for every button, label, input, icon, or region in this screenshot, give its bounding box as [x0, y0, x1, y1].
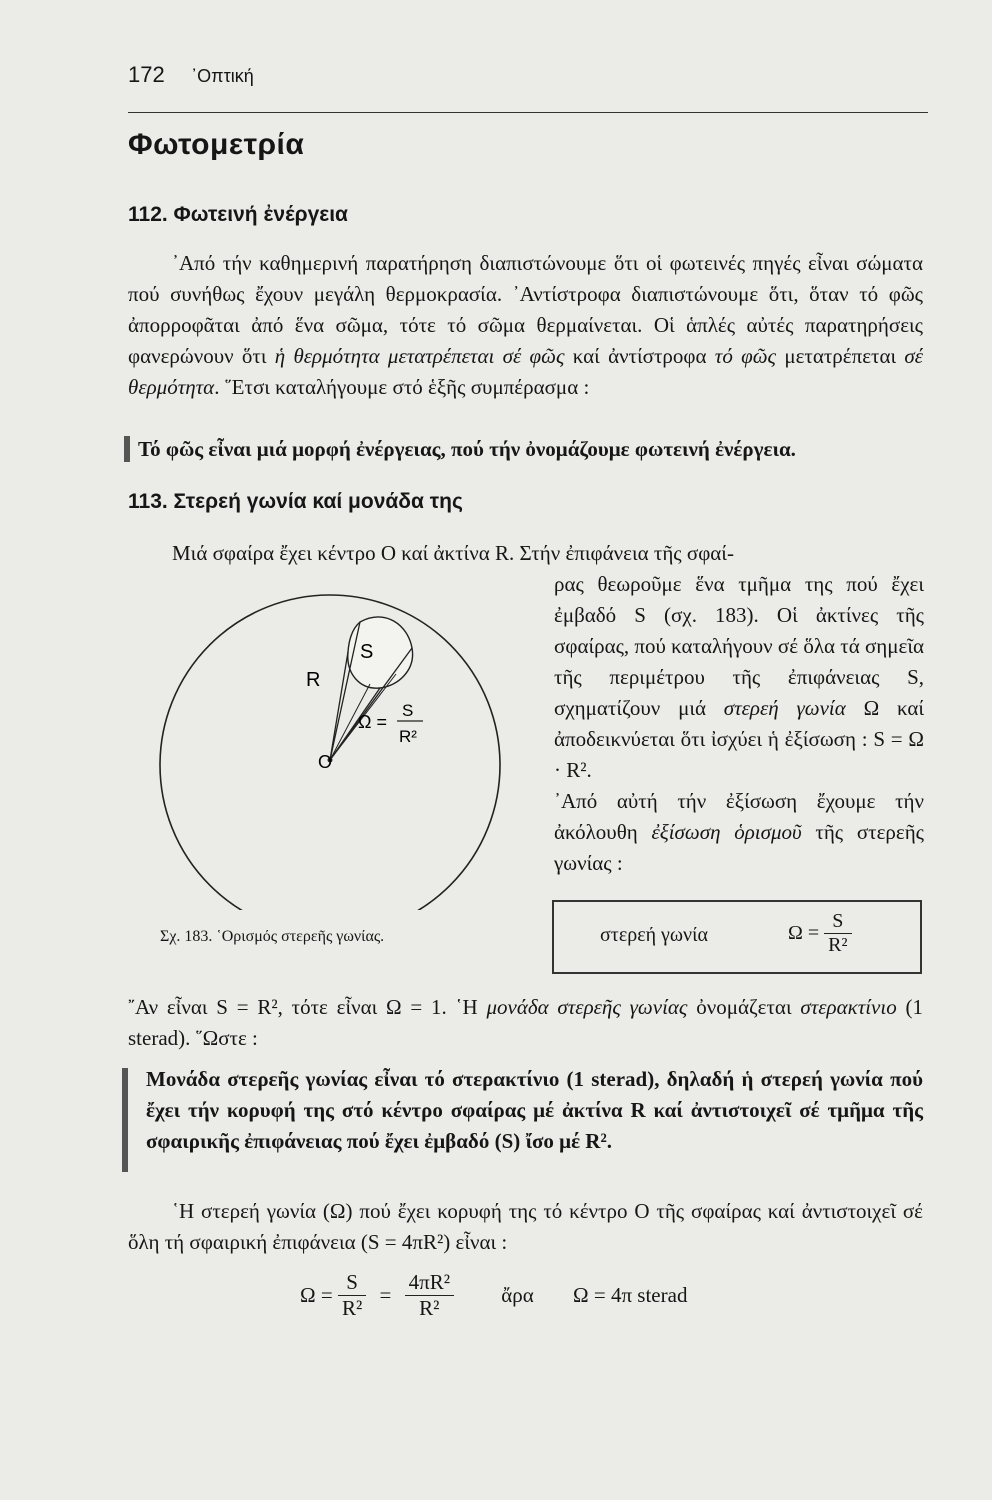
right-column-text-2 [554, 786, 924, 879]
text-run [494, 344, 502, 368]
text-run: μετατρέπεται [776, 344, 905, 368]
ara-word: ἄρα [501, 1283, 534, 1307]
italic-run: σέ φῶς [502, 344, 565, 368]
chapter-title: Φωτομετρία [128, 128, 305, 161]
box-label: στερεή γωνία [600, 924, 708, 946]
formula-lhs: Ω = [788, 922, 820, 944]
highlight-bar [122, 1068, 128, 1172]
unit-paragraph [128, 992, 923, 1054]
full-sphere-paragraph: ῾Η στερεή γωνία (Ω) πού ἔχει κορυφή της τό κέντρο Ο τῆς σφαίρας καί ἀντιστοιχεῖ σέ ὅλη τή σφαιρική ἐπιφάνεια (S = 4πR²) εἶναι : [128, 1199, 923, 1254]
text-run: Ω καί ἀποδεικνύεται ὅτι ἰσχύει ἡ ἐξίσωση : S = Ω · R². [554, 696, 925, 782]
label-omega: Ω = [358, 712, 387, 732]
figure-caption: Σχ. 183. ῾Ορισμός στερεῆς γωνίας. [160, 928, 385, 945]
text-run: ῎Αν εἶναι S = R², τότε εἶναι Ω = 1. ῾Η [128, 995, 487, 1019]
fraction-denominator: R² [341, 1296, 363, 1320]
italic-run: στερακτίνιο [800, 995, 897, 1019]
equals-sign: = [379, 1283, 392, 1307]
label-fraction-num: S [402, 701, 414, 720]
label-R: R [306, 669, 321, 691]
label-fraction-den: R² [399, 727, 417, 746]
italic-run: σέ θερμότητα [128, 344, 924, 399]
right-column-text [554, 569, 924, 786]
section-112-paragraph [128, 248, 923, 403]
formula-fraction [338, 1270, 366, 1321]
full-sphere-formula [300, 1270, 687, 1321]
italic-run: στερεή γωνία [723, 696, 846, 720]
text-run: καί ἀντίστροφα [564, 344, 715, 368]
label-O: O [318, 752, 333, 772]
italic-run: τό φῶς [714, 344, 777, 368]
section-112-title: 112. Φωτεινή ἐνέργεια [128, 203, 348, 226]
formula-fraction [824, 910, 851, 957]
page-header [128, 62, 254, 88]
fraction-numerator: 4πR² [405, 1270, 454, 1296]
label-S: S [360, 641, 374, 663]
section-113-title: 113. Στερεή γωνία καί μονάδα της [128, 490, 463, 513]
result-formula: Ω = 4π sterad [573, 1283, 688, 1307]
conclusion-statement: Τό φῶς εἶναι μιά μορφή ἐνέργειας, πού τήν ὀνομάζουμε φωτεινή ἐνέργεια. [138, 437, 796, 461]
definition-formula-box [552, 900, 922, 974]
text-run: ρας θεωροῦμε ἕνα τμῆμα της πού ἔχει ἐμβαδό S (σχ. 183). Οἱ ἀκτίνες τῆς σφαίρας, πού καταλήγουν σέ ὅλα τά σημεῖα τῆς περιμέτρου τῆς ἐπιφάνειας S, σχηματίζουν μιά [554, 572, 924, 720]
running-title: ᾿Οπτική [191, 66, 254, 86]
fraction-numerator: S [824, 910, 851, 934]
text-run: ᾿Από αὐτή τήν ἐξίσωση ἔχουμε τήν ἀκόλουθη [554, 789, 924, 844]
unit-definition: Μονάδα στερεῆς γωνίας εἶναι τό στερακτίνιο (1 sterad), δηλαδή ἡ στερεή γωνία πού ἔχει τήν κορυφή της στό κέντρο σφαίρας μέ ἀκτίνα R καί ἀντιστοιχεῖ σέ τμῆμα τῆς σφαιρικῆς ἐπιφάνειας πού ἔχει ἐμβαδό (S) ἴσο μέ R². [146, 1067, 923, 1153]
formula-lhs: Ω = [300, 1283, 333, 1307]
text-run: ὀνομάζεται [687, 995, 801, 1019]
italic-run: μονάδα στερεῆς γωνίας [486, 995, 688, 1019]
fraction-denominator: R² [419, 1296, 440, 1320]
solid-angle-figure [150, 590, 530, 910]
formula-fraction [405, 1270, 454, 1321]
page-number: 172 [128, 62, 165, 87]
text-run: ᾿Από τήν καθημερινή παρατήρηση διαπιστώνουμε ὅτι οἱ φωτεινές πηγές εἶναι σώματα πού συνήθως ἔχουν μεγάλη θερμοκρασία. ᾿Αντίστροφα διαπιστώνουμε ὅτι, ὅταν τό φῶς ἀπορροφᾶται ἀπό ἕνα σῶμα, τότε τό σῶμα θερμαίνεται. Οἱ ἁπλές αὐτές παρατηρήσεις φανερώνουν ὅτι [128, 251, 923, 368]
fraction-numerator: S [338, 1270, 366, 1296]
fraction-denominator: R² [828, 934, 848, 956]
text-run: τῆς στερεῆς γωνίας : [554, 820, 924, 875]
text-run: (1 sterad). ῞Ωστε : [128, 995, 923, 1050]
italic-run: ἡ θερμότητα μετατρέπεται [274, 344, 495, 368]
italic-run: ἐξίσωση ὁρισμοῦ [651, 820, 802, 844]
highlight-bar [124, 436, 130, 462]
header-rule [128, 112, 928, 113]
section-113-first-line: Μιά σφαίρα ἔχει κέντρο Ο καί ἀκτίνα R. Στήν ἐπιφάνεια τῆς σφαί- [172, 541, 734, 565]
box-formula [788, 910, 852, 957]
text-run: . ῞Ετσι καταλήγουμε στό ἑξῆς συμπέρασμα : [214, 375, 590, 399]
surface-patch [348, 617, 413, 688]
